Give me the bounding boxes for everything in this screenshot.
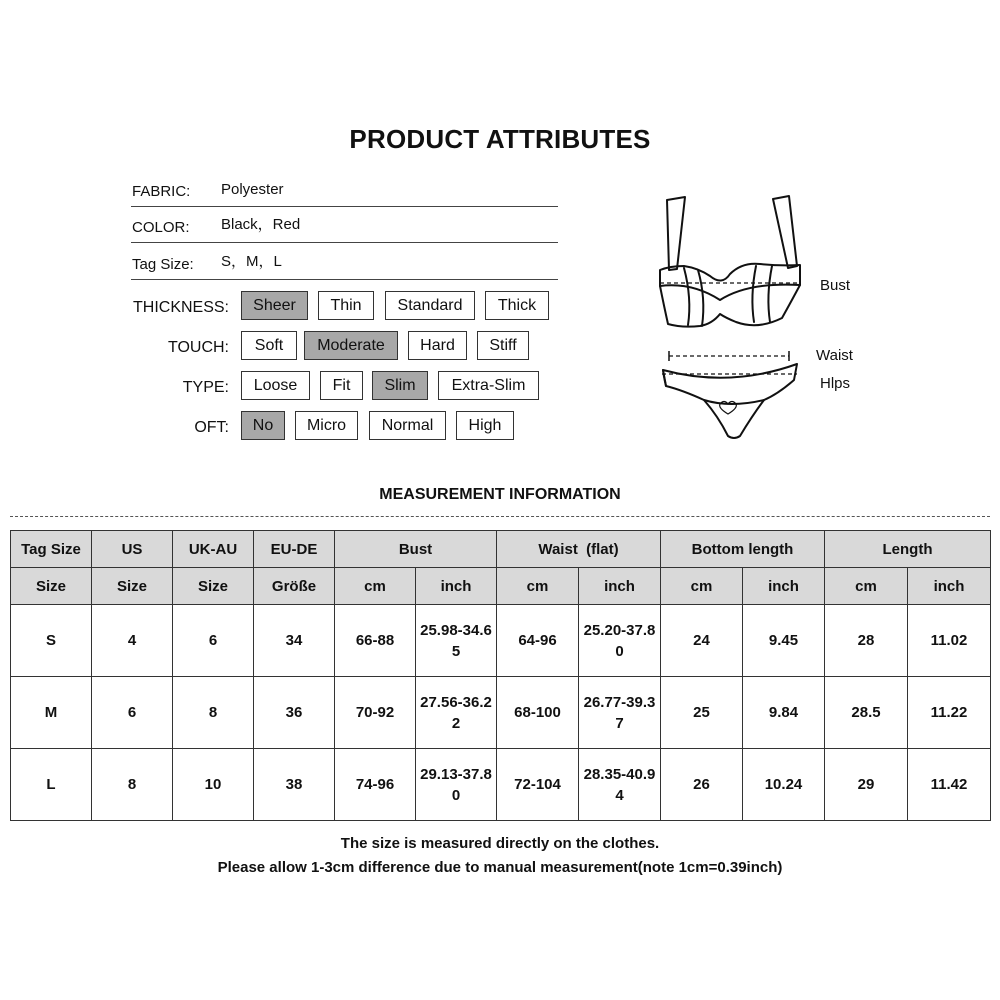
subheader-cell: Size xyxy=(92,568,173,605)
attribute-row-color xyxy=(131,206,558,243)
subheader-cell: Größe xyxy=(254,568,335,605)
table-cell: 68-100 xyxy=(497,677,579,749)
table-cell: 38 xyxy=(254,749,335,821)
subheader-cell: Size xyxy=(173,568,254,605)
table-cell: 36 xyxy=(254,677,335,749)
oft-label: OFT: xyxy=(194,419,229,436)
header-cell: Bottom length xyxy=(661,531,825,568)
bikini-illustration xyxy=(640,190,810,450)
table-cell: 6 xyxy=(173,605,254,677)
table-cell: 25.98-34.65 xyxy=(416,605,497,677)
table-cell: 26 xyxy=(661,749,743,821)
table-cell: 4 xyxy=(92,605,173,677)
touch-option-stiff: Stiff xyxy=(477,331,529,360)
subheader-cell: inch xyxy=(743,568,825,605)
type-option-slim: Slim xyxy=(372,371,428,400)
subheader-cell: cm xyxy=(661,568,743,605)
oft-option-no: No xyxy=(241,411,285,440)
attribute-row-fabric xyxy=(131,170,558,207)
page-title: PRODUCT ATTRIBUTES xyxy=(349,124,651,154)
oft-option-high: High xyxy=(456,411,514,440)
attribute-row-tag-size xyxy=(131,243,558,280)
subheader-cell: inch xyxy=(579,568,661,605)
subheader-cell: inch xyxy=(908,568,991,605)
subheader-cell: cm xyxy=(335,568,416,605)
measurement-table xyxy=(10,530,991,821)
header-cell: EU-DE xyxy=(254,531,335,568)
attribute-key: Tag Size: xyxy=(132,256,194,273)
table-cell: 29.13-37.80 xyxy=(416,749,497,821)
touch-option-soft: Soft xyxy=(241,331,297,360)
table-cell: 25.20-37.80 xyxy=(579,605,661,677)
subheader-cell: cm xyxy=(497,568,579,605)
hips-label: Hlps xyxy=(820,375,851,392)
type-option-extra-slim: Extra-Slim xyxy=(438,371,539,400)
touch-label: TOUCH: xyxy=(167,339,229,356)
attribute-value: Polyester xyxy=(221,181,284,198)
type-option-fit: Fit xyxy=(320,371,363,400)
oft-option-normal: Normal xyxy=(369,411,446,440)
table-cell: 66-88 xyxy=(335,605,416,677)
header-cell: Length xyxy=(825,531,991,568)
table-cell: 72-104 xyxy=(497,749,579,821)
subheader-cell: cm xyxy=(825,568,908,605)
dashed-divider xyxy=(10,516,990,517)
table-cell: 28 xyxy=(825,605,908,677)
table-cell: 29 xyxy=(825,749,908,821)
header-cell: Tag Size xyxy=(11,531,92,568)
table-cell: L xyxy=(11,749,92,821)
waist-label: Waist xyxy=(816,347,853,364)
table-cell: 9.45 xyxy=(743,605,825,677)
table-cell: 10 xyxy=(173,749,254,821)
table-cell: 11.42 xyxy=(908,749,991,821)
table-cell: 9.84 xyxy=(743,677,825,749)
table-cell: 26.77-39.37 xyxy=(579,677,661,749)
table-cell: 10.24 xyxy=(743,749,825,821)
table-cell: 24 xyxy=(661,605,743,677)
thickness-option-sheer: Sheer xyxy=(241,291,308,320)
table-cell: 8 xyxy=(173,677,254,749)
thickness-option-thin: Thin xyxy=(318,291,374,320)
table-cell: 27.56-36.22 xyxy=(416,677,497,749)
attribute-key: COLOR: xyxy=(132,219,190,236)
bust-label: Bust xyxy=(820,277,851,294)
type-label: TYPE: xyxy=(182,379,229,396)
table-cell: 28.35-40.94 xyxy=(579,749,661,821)
touch-option-moderate: Moderate xyxy=(304,331,398,360)
table-cell: 64-96 xyxy=(497,605,579,677)
bottom-outline xyxy=(663,364,797,438)
thickness-label: THICKNESS: xyxy=(132,299,229,316)
table-cell: 11.02 xyxy=(908,605,991,677)
thickness-option-standard: Standard xyxy=(385,291,475,320)
table-row xyxy=(11,749,991,821)
table-cell: 8 xyxy=(92,749,173,821)
note-line-2: Please allow 1-3cm difference due to manual measurement(note 1cm=0.39inch) xyxy=(217,859,783,876)
touch-option-hard: Hard xyxy=(408,331,467,360)
thickness-option-thick: Thick xyxy=(485,291,549,320)
table-row xyxy=(11,605,991,677)
header-cell: UK-AU xyxy=(173,531,254,568)
left-strap xyxy=(667,197,685,270)
header-cell: Bust xyxy=(335,531,497,568)
attribute-value: S，M，L xyxy=(221,253,282,270)
subheader-cell: Size xyxy=(11,568,92,605)
table-cell: 34 xyxy=(254,605,335,677)
header-cell: US xyxy=(92,531,173,568)
note-line-1: The size is measured directly on the clothes. xyxy=(340,835,660,852)
table-cell: 11.22 xyxy=(908,677,991,749)
table-row xyxy=(11,677,991,749)
table-cell: S xyxy=(11,605,92,677)
table-cell: 25 xyxy=(661,677,743,749)
subheader-cell: inch xyxy=(416,568,497,605)
table-cell: 74-96 xyxy=(335,749,416,821)
measurement-title: MEASUREMENT INFORMATION xyxy=(379,486,621,503)
header-cell: Waist (flat) xyxy=(497,531,661,568)
right-strap xyxy=(773,196,797,268)
attribute-value: Black，Red xyxy=(221,216,301,233)
table-header-row xyxy=(11,531,991,568)
table-cell: 6 xyxy=(92,677,173,749)
table-cell: 70-92 xyxy=(335,677,416,749)
table-subheader-row xyxy=(11,568,991,605)
table-cell: 28.5 xyxy=(825,677,908,749)
oft-option-micro: Micro xyxy=(295,411,358,440)
table-cell: M xyxy=(11,677,92,749)
type-option-loose: Loose xyxy=(241,371,310,400)
attribute-key: FABRIC: xyxy=(132,183,191,200)
